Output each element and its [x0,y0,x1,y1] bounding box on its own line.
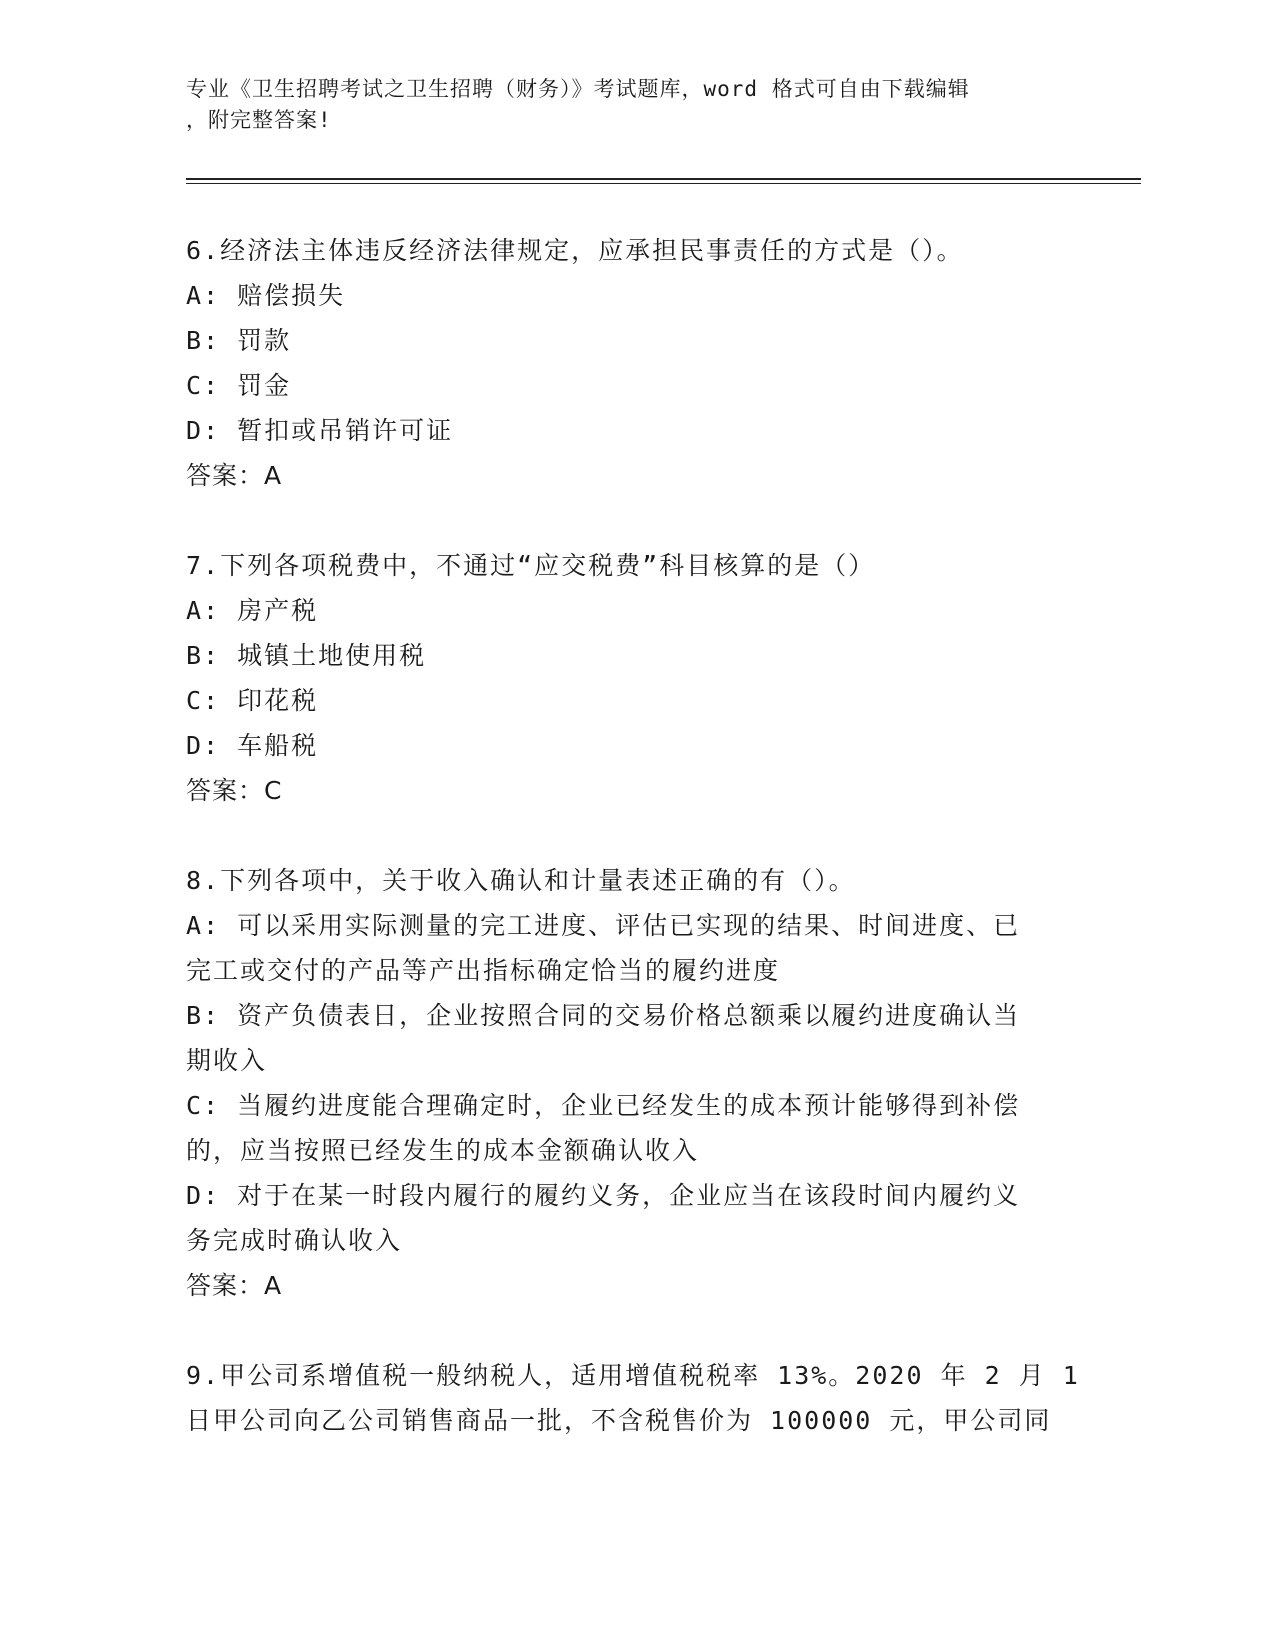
question-stem-line-1: 9.甲公司系增值税一般纳税人，适用增值税税率 13%。2020 年 2 月 1 [186,1361,1080,1390]
question-stem: 8.下列各项中，关于收入确认和计量表述正确的有（）。 [186,866,856,895]
question-9 [186,1353,1080,1443]
question-stem: 6.经济法主体违反经济法律规定，应承担民事责任的方式是（）。 [186,236,964,265]
option-d-line-2: 务完成时确认收入 [186,1226,403,1255]
option-b-line-2: 期收入 [186,1046,268,1075]
header-rule-thin [186,183,1141,184]
question-list [186,228,1080,1443]
answer: 答案：C [186,776,283,805]
option-b: B: 城镇土地使用税 [186,641,427,670]
question-stem: 7.下列各项税费中，不通过“应交税费”科目核算的是（） [186,551,876,580]
header-line-2: ，附完整答案! [186,108,332,132]
spacer [186,813,1066,858]
document-header [186,74,1066,136]
option-c: C: 罚金 [186,371,292,400]
option-a: A: 房产税 [186,596,319,625]
spacer [186,498,1066,543]
spacer [186,1308,1066,1353]
option-d: D: 车船税 [186,731,319,760]
option-b: B: 罚款 [186,326,292,355]
option-d-line-1: D: 对于在某一时段内履行的履约义务，企业应当在该段时间内履约义 [186,1181,1021,1210]
question-6 [186,228,1066,498]
option-a-line-1: A: 可以采用实际测量的完工进度、评估已实现的结果、时间进度、已 [186,911,1021,940]
option-b-line-1: B: 资产负债表日，企业按照合同的交易价格总额乘以履约进度确认当 [186,1001,1021,1030]
question-7 [186,543,1066,813]
option-c-line-2: 的，应当按照已经发生的成本金额确认收入 [186,1136,700,1165]
header-line-1: 专业《卫生招聘考试之卫生招聘（财务）》考试题库，word 格式可自由下载编辑 [186,77,970,101]
question-stem-line-2: 日甲公司向乙公司销售商品一批，不含税售价为 100000 元，甲公司同 [186,1406,1052,1435]
option-a: A: 赔偿损失 [186,281,346,310]
option-c: C: 印花税 [186,686,319,715]
answer: 答案：A [186,1271,283,1300]
answer: 答案：A [186,461,283,490]
header-rule-thick [186,178,1141,180]
option-a-line-2: 完工或交付的产品等产出指标确定恰当的履约进度 [186,956,781,985]
option-d: D: 暂扣或吊销许可证 [186,416,454,445]
question-8 [186,858,1066,1308]
option-c-line-1: C: 当履约进度能合理确定时，企业已经发生的成本预计能够得到补偿 [186,1091,1021,1120]
